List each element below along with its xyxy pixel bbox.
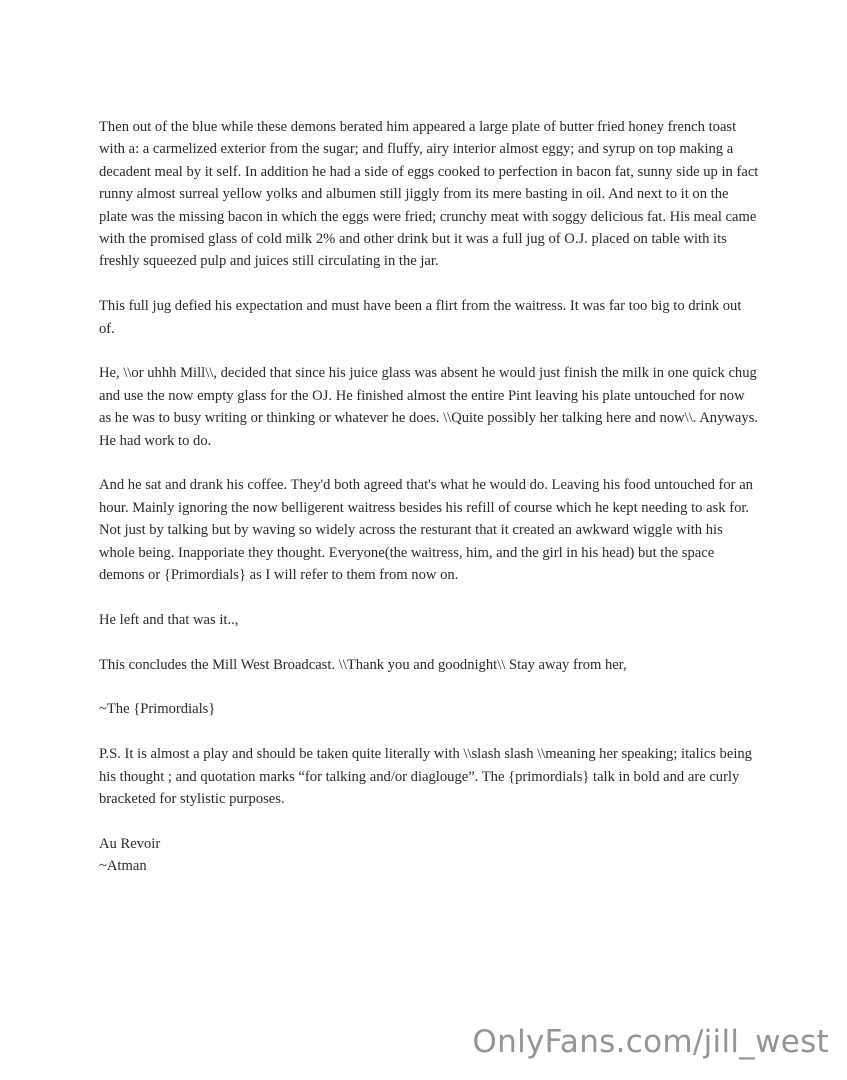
paragraph-milk: He, \\or uhhh Mill\\, decided that since his juice glass was absent he would just finish the milk in one quick chug and use the now empty glass for the OJ. He finished almost the entire Pint leaving his plate untouched for now as he was to busy writing or thinking or whatever he does. \\Quite possibly her talking here and now\\. Anyways. He had work to do. [99, 365, 759, 449]
paragraph-broadcast: This concludes the Mill West Broadcast. \\Thank you and goodnight\\ Stay away from her, [99, 656, 627, 673]
paragraph-postscript: P.S. It is almost a play and should be taken quite literally with \\slash slash \\meaning her speaking; italics being his thought ; and quotation marks “for talking and/or diaglouge”. The {primordials} talk in bold and are curly bracketed for stylistic purposes. [99, 746, 752, 808]
watermark: OnlyFans.com/jill_west [472, 1024, 829, 1060]
signoff: Au Revoir [99, 835, 161, 852]
paragraph-breakfast: Then out of the blue while these demons berated him appeared a large plate of butter fried honey french toast with a: a carmelized exterior from the sugar; and fluffy, airy interior almost eggy; and syrup on top making a decadent meal by it self. In addition he had a side of eggs cooked to perfection in bacon fat, sunny side up in fact runny almost surreal yellow yolks and albumen still jiggly from its mere basting in oil. And next to it on the plate was the missing bacon in which the eggs were fried; crunchy meat with soggy delicious fat. His meal came with the promised glass of cold milk 2% and other drink but it was a full jug of O.J. placed on table with its freshly squeezed pulp and juices still circulating in the jar. [99, 119, 759, 270]
paragraph-coffee: And he sat and drank his coffee. They'd both agreed that's what he would do. Leaving his food untouched for an hour. Mainly ignoring the now belligerent waitress besides his refill of course which he kept needing to ask for. Not just by talking but by waving so widely across the resturant that it created an awkward wiggle with his whole being. Inapporiate they thought. Everyone(the waitress, him, and the girl in his head) but the space demons or {Primordials} as I will refer to them from now on. [99, 477, 753, 584]
document-body [99, 116, 759, 878]
paragraph-left: He left and that was it.., [99, 611, 239, 628]
paragraph-jug: This full jug defied his expectation and must have been a flirt from the waitress. It was far too big to drink out of. [99, 298, 742, 337]
paragraph-primordials: ~The {Primordials} [99, 701, 216, 718]
signature: ~Atman [99, 858, 147, 875]
